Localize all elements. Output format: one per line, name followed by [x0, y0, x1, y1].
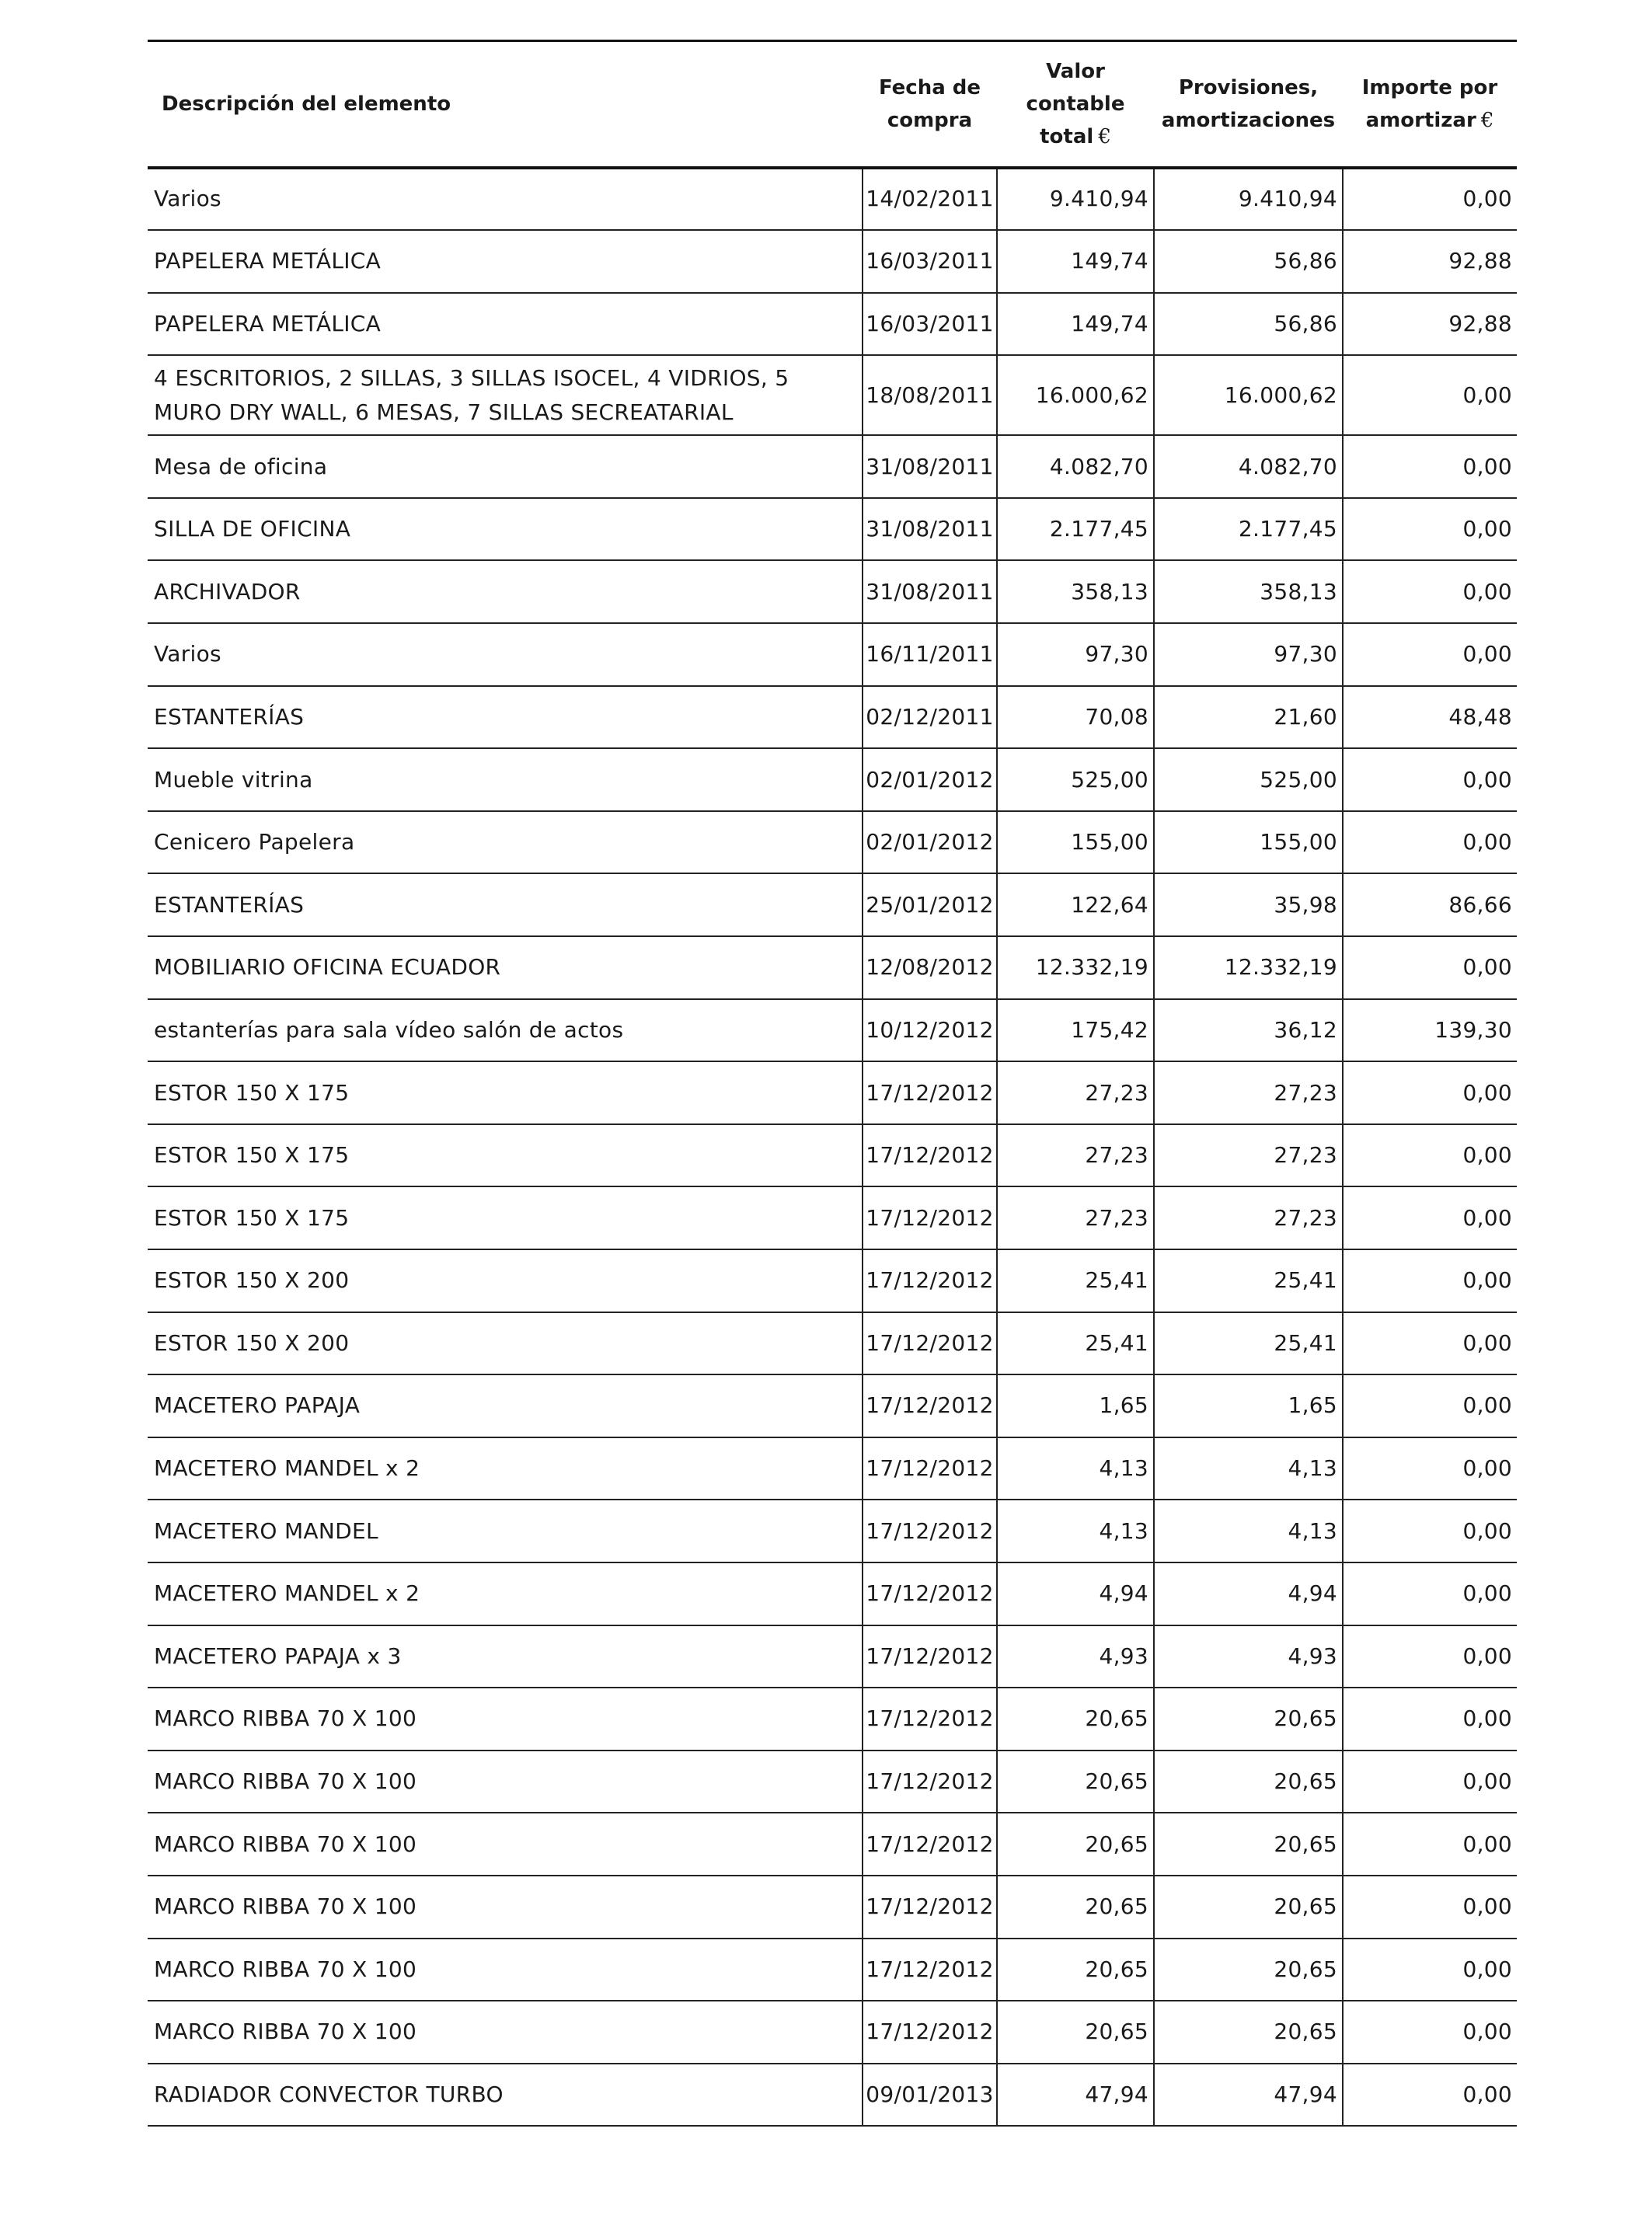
table-row — [148, 748, 1517, 811]
cell-pending: 0,00 — [1343, 355, 1517, 435]
header-description-label: Descripción del elemento — [162, 92, 451, 116]
cell-purchase-date: 31/08/2011 — [863, 498, 997, 561]
cell-book-value: 16.000,62 — [997, 355, 1154, 435]
cell-pending: 0,00 — [1343, 1374, 1517, 1437]
cell-purchase-date: 10/12/2012 — [863, 999, 997, 1062]
cell-pending: 48,48 — [1343, 686, 1517, 749]
header-book-value-line2: contable — [1026, 92, 1125, 116]
cell-pending: 0,00 — [1343, 435, 1517, 498]
header-book-value-currency: € — [1098, 124, 1111, 148]
cell-description: ESTOR 150 X 200 — [154, 1267, 350, 1294]
cell-book-value: 20,65 — [997, 2001, 1154, 2064]
table-row — [148, 293, 1517, 356]
table-row — [148, 1500, 1517, 1562]
cell-description: MACETERO PAPAJA — [154, 1392, 361, 1419]
table-row — [148, 1186, 1517, 1249]
cell-pending: 0,00 — [1343, 2064, 1517, 2127]
cell-book-value: 1,65 — [997, 1374, 1154, 1437]
cell-book-value: 20,65 — [997, 1751, 1154, 1813]
cell-provisions: 4,13 — [1154, 1437, 1343, 1500]
table-row — [148, 1061, 1517, 1124]
header-provisions — [1154, 41, 1343, 168]
cell-purchase-date: 02/12/2011 — [863, 686, 997, 749]
cell-book-value: 20,65 — [997, 1876, 1154, 1939]
cell-pending: 0,00 — [1343, 498, 1517, 561]
cell-purchase-date: 17/12/2012 — [863, 1186, 997, 1249]
cell-provisions: 4.082,70 — [1154, 435, 1343, 498]
cell-description: Varios — [154, 186, 221, 212]
cell-purchase-date: 02/01/2012 — [863, 811, 997, 874]
cell-book-value: 358,13 — [997, 560, 1154, 623]
cell-pending: 0,00 — [1343, 623, 1517, 686]
cell-purchase-date: 16/11/2011 — [863, 623, 997, 686]
cell-pending: 139,30 — [1343, 999, 1517, 1062]
cell-book-value: 155,00 — [997, 811, 1154, 874]
table-row — [148, 1437, 1517, 1500]
cell-description: Mesa de oficina — [154, 453, 328, 479]
cell-pending: 0,00 — [1343, 1249, 1517, 1312]
cell-book-value: 12.332,19 — [997, 936, 1154, 999]
header-purchase-date-line2: compra — [887, 108, 973, 132]
cell-provisions: 20,65 — [1154, 1813, 1343, 1876]
cell-purchase-date: 31/08/2011 — [863, 435, 997, 498]
cell-provisions: 56,86 — [1154, 293, 1343, 356]
cell-purchase-date: 17/12/2012 — [863, 2001, 997, 2064]
cell-book-value: 4,93 — [997, 1625, 1154, 1688]
cell-purchase-date: 25/01/2012 — [863, 873, 997, 936]
cell-provisions: 20,65 — [1154, 1688, 1343, 1751]
cell-purchase-date: 17/12/2012 — [863, 1751, 997, 1813]
cell-description: MARCO RIBBA 70 X 100 — [154, 2019, 417, 2045]
cell-purchase-date: 17/12/2012 — [863, 1625, 997, 1688]
cell-pending: 0,00 — [1343, 748, 1517, 811]
cell-provisions: 1,65 — [1154, 1374, 1343, 1437]
cell-pending: 0,00 — [1343, 560, 1517, 623]
cell-description: ESTOR 150 X 200 — [154, 1329, 350, 1356]
table-row — [148, 1249, 1517, 1312]
cell-book-value: 175,42 — [997, 999, 1154, 1062]
cell-book-value: 525,00 — [997, 748, 1154, 811]
cell-pending: 0,00 — [1343, 1876, 1517, 1939]
table-row — [148, 560, 1517, 623]
header-book-value-line1: Valor — [1046, 59, 1105, 83]
cell-pending: 0,00 — [1343, 1813, 1517, 1876]
cell-description: ESTOR 150 X 175 — [154, 1204, 350, 1231]
table-row — [148, 2064, 1517, 2127]
table-row — [148, 355, 1517, 435]
cell-description: MACETERO MANDEL x 2 — [154, 1455, 420, 1482]
table-row — [148, 498, 1517, 561]
header-pending-currency: € — [1480, 108, 1494, 132]
cell-purchase-date: 14/02/2011 — [863, 168, 997, 231]
table-row — [148, 1312, 1517, 1375]
cell-pending: 0,00 — [1343, 1939, 1517, 2001]
cell-pending: 0,00 — [1343, 1186, 1517, 1249]
cell-book-value: 20,65 — [997, 1813, 1154, 1876]
header-pending — [1343, 41, 1517, 168]
cell-provisions: 525,00 — [1154, 748, 1343, 811]
cell-description: MARCO RIBBA 70 X 100 — [154, 1705, 417, 1732]
cell-purchase-date: 17/12/2012 — [863, 1374, 997, 1437]
cell-provisions: 36,12 — [1154, 999, 1343, 1062]
table-row — [148, 435, 1517, 498]
cell-description: ESTANTERÍAS — [154, 703, 305, 730]
table-row — [148, 168, 1517, 231]
table-row — [148, 1124, 1517, 1187]
cell-description: SILLA DE OFICINA — [154, 516, 351, 542]
cell-provisions: 20,65 — [1154, 1751, 1343, 1813]
cell-book-value: 97,30 — [997, 623, 1154, 686]
cell-pending: 0,00 — [1343, 1312, 1517, 1375]
cell-pending: 0,00 — [1343, 1688, 1517, 1751]
cell-description: ESTANTERÍAS — [154, 891, 305, 918]
table-row — [148, 1876, 1517, 1939]
cell-pending: 0,00 — [1343, 1751, 1517, 1813]
cell-purchase-date: 31/08/2011 — [863, 560, 997, 623]
cell-description: RADIADOR CONVECTOR TURBO — [154, 2081, 504, 2108]
cell-book-value: 2.177,45 — [997, 498, 1154, 561]
header-purchase-date — [863, 41, 997, 168]
table-row — [148, 230, 1517, 293]
cell-book-value: 25,41 — [997, 1312, 1154, 1375]
cell-pending: 0,00 — [1343, 1562, 1517, 1625]
cell-description: ESTOR 150 X 175 — [154, 1142, 350, 1169]
cell-book-value: 149,74 — [997, 230, 1154, 293]
cell-purchase-date: 09/01/2013 — [863, 2064, 997, 2127]
table-row — [148, 1688, 1517, 1751]
cell-pending: 0,00 — [1343, 1124, 1517, 1187]
table-header — [148, 41, 1517, 168]
cell-provisions: 56,86 — [1154, 230, 1343, 293]
cell-provisions: 358,13 — [1154, 560, 1343, 623]
cell-purchase-date: 17/12/2012 — [863, 1437, 997, 1500]
cell-provisions: 4,94 — [1154, 1562, 1343, 1625]
cell-book-value: 25,41 — [997, 1249, 1154, 1312]
cell-purchase-date: 02/01/2012 — [863, 748, 997, 811]
table-row — [148, 1939, 1517, 2001]
header-book-value — [997, 41, 1154, 168]
cell-purchase-date: 17/12/2012 — [863, 1312, 997, 1375]
cell-provisions: 97,30 — [1154, 623, 1343, 686]
cell-description: PAPELERA METÁLICA — [154, 310, 382, 336]
cell-book-value: 70,08 — [997, 686, 1154, 749]
cell-provisions: 25,41 — [1154, 1249, 1343, 1312]
cell-description: MOBILIARIO OFICINA ECUADOR — [154, 954, 501, 981]
cell-purchase-date: 16/03/2011 — [863, 293, 997, 356]
cell-book-value: 27,23 — [997, 1186, 1154, 1249]
cell-pending: 92,88 — [1343, 230, 1517, 293]
cell-pending: 0,00 — [1343, 1500, 1517, 1562]
cell-description: MARCO RIBBA 70 X 100 — [154, 1768, 417, 1795]
table-row — [148, 2001, 1517, 2064]
cell-pending: 0,00 — [1343, 168, 1517, 231]
table-row — [148, 623, 1517, 686]
cell-purchase-date: 17/12/2012 — [863, 1249, 997, 1312]
cell-provisions: 12.332,19 — [1154, 936, 1343, 999]
header-pending-line1: Importe por — [1361, 75, 1498, 99]
table-row — [148, 999, 1517, 1062]
cell-purchase-date: 17/12/2012 — [863, 1939, 997, 2001]
cell-purchase-date: 18/08/2011 — [863, 355, 997, 435]
cell-book-value: 4.082,70 — [997, 435, 1154, 498]
table-row — [148, 686, 1517, 749]
cell-provisions: 4,93 — [1154, 1625, 1343, 1688]
table-row — [148, 811, 1517, 874]
header-pending-line2: amortizar — [1365, 108, 1476, 132]
cell-pending: 0,00 — [1343, 1437, 1517, 1500]
cell-purchase-date: 17/12/2012 — [863, 1876, 997, 1939]
cell-book-value: 47,94 — [997, 2064, 1154, 2127]
table-row — [148, 873, 1517, 936]
table-row — [148, 1813, 1517, 1876]
cell-description: ESTOR 150 X 175 — [154, 1079, 350, 1106]
cell-purchase-date: 17/12/2012 — [863, 1562, 997, 1625]
header-row — [148, 41, 1517, 168]
header-provisions-line2: amortizaciones — [1161, 108, 1336, 132]
table-row — [148, 1562, 1517, 1625]
cell-purchase-date: 17/12/2012 — [863, 1688, 997, 1751]
cell-provisions: 4,13 — [1154, 1500, 1343, 1562]
table-row — [148, 1374, 1517, 1437]
cell-provisions: 35,98 — [1154, 873, 1343, 936]
cell-provisions: 16.000,62 — [1154, 355, 1343, 435]
cell-book-value: 27,23 — [997, 1061, 1154, 1124]
header-provisions-line1: Provisiones, — [1178, 75, 1319, 99]
cell-purchase-date: 17/12/2012 — [863, 1813, 997, 1876]
cell-provisions: 25,41 — [1154, 1312, 1343, 1375]
cell-book-value: 20,65 — [997, 1688, 1154, 1751]
cell-book-value: 4,13 — [997, 1500, 1154, 1562]
cell-provisions: 21,60 — [1154, 686, 1343, 749]
cell-book-value: 4,13 — [997, 1437, 1154, 1500]
cell-book-value: 9.410,94 — [997, 168, 1154, 231]
cell-pending: 0,00 — [1343, 1061, 1517, 1124]
cell-pending: 86,66 — [1343, 873, 1517, 936]
cell-description: MARCO RIBBA 70 X 100 — [154, 1956, 417, 1982]
cell-description: 4 ESCRITORIOS, 2 SILLAS, 3 SILLAS ISOCEL, 4 VIDRIOS, 5 MURO DRY WALL, 6 MESAS, 7 SILLAS SECREATARIAL — [154, 364, 789, 425]
cell-provisions: 2.177,45 — [1154, 498, 1343, 561]
header-purchase-date-line1: Fecha de — [878, 75, 981, 99]
cell-pending: 0,00 — [1343, 936, 1517, 999]
cell-purchase-date: 17/12/2012 — [863, 1061, 997, 1124]
cell-purchase-date: 17/12/2012 — [863, 1500, 997, 1562]
cell-provisions: 20,65 — [1154, 1876, 1343, 1939]
table-row — [148, 936, 1517, 999]
cell-purchase-date: 16/03/2011 — [863, 230, 997, 293]
cell-description: MACETERO MANDEL x 2 — [154, 1580, 420, 1607]
cell-description: MACETERO PAPAJA x 3 — [154, 1643, 402, 1669]
table-row — [148, 1625, 1517, 1688]
cell-provisions: 9.410,94 — [1154, 168, 1343, 231]
cell-provisions: 27,23 — [1154, 1061, 1343, 1124]
header-description — [148, 41, 863, 168]
cell-provisions: 20,65 — [1154, 2001, 1343, 2064]
cell-provisions: 20,65 — [1154, 1939, 1343, 2001]
table-row — [148, 1751, 1517, 1813]
cell-description: MARCO RIBBA 70 X 100 — [154, 1893, 417, 1920]
cell-purchase-date: 12/08/2012 — [863, 936, 997, 999]
cell-provisions: 47,94 — [1154, 2064, 1343, 2127]
cell-book-value: 27,23 — [997, 1124, 1154, 1187]
cell-description: ARCHIVADOR — [154, 578, 301, 604]
cell-book-value: 20,65 — [997, 1939, 1154, 2001]
cell-pending: 0,00 — [1343, 811, 1517, 874]
table-body — [148, 168, 1517, 2127]
cell-description: Mueble vitrina — [154, 766, 313, 793]
cell-description: estanterías para sala vídeo salón de actos — [154, 1016, 624, 1043]
cell-pending: 0,00 — [1343, 1625, 1517, 1688]
asset-table — [148, 40, 1517, 2127]
cell-description: MACETERO MANDEL — [154, 1517, 378, 1544]
cell-description: Varios — [154, 641, 221, 667]
header-book-value-line3: total — [1040, 124, 1094, 148]
cell-purchase-date: 17/12/2012 — [863, 1124, 997, 1187]
cell-book-value: 122,64 — [997, 873, 1154, 936]
cell-pending: 0,00 — [1343, 2001, 1517, 2064]
asset-register-page — [148, 40, 1517, 2127]
cell-description: MARCO RIBBA 70 X 100 — [154, 1831, 417, 1857]
cell-provisions: 27,23 — [1154, 1124, 1343, 1187]
cell-book-value: 149,74 — [997, 293, 1154, 356]
cell-provisions: 27,23 — [1154, 1186, 1343, 1249]
cell-provisions: 155,00 — [1154, 811, 1343, 874]
cell-pending: 92,88 — [1343, 293, 1517, 356]
cell-description: Cenicero Papelera — [154, 829, 355, 855]
cell-book-value: 4,94 — [997, 1562, 1154, 1625]
cell-description: PAPELERA METÁLICA — [154, 248, 382, 274]
